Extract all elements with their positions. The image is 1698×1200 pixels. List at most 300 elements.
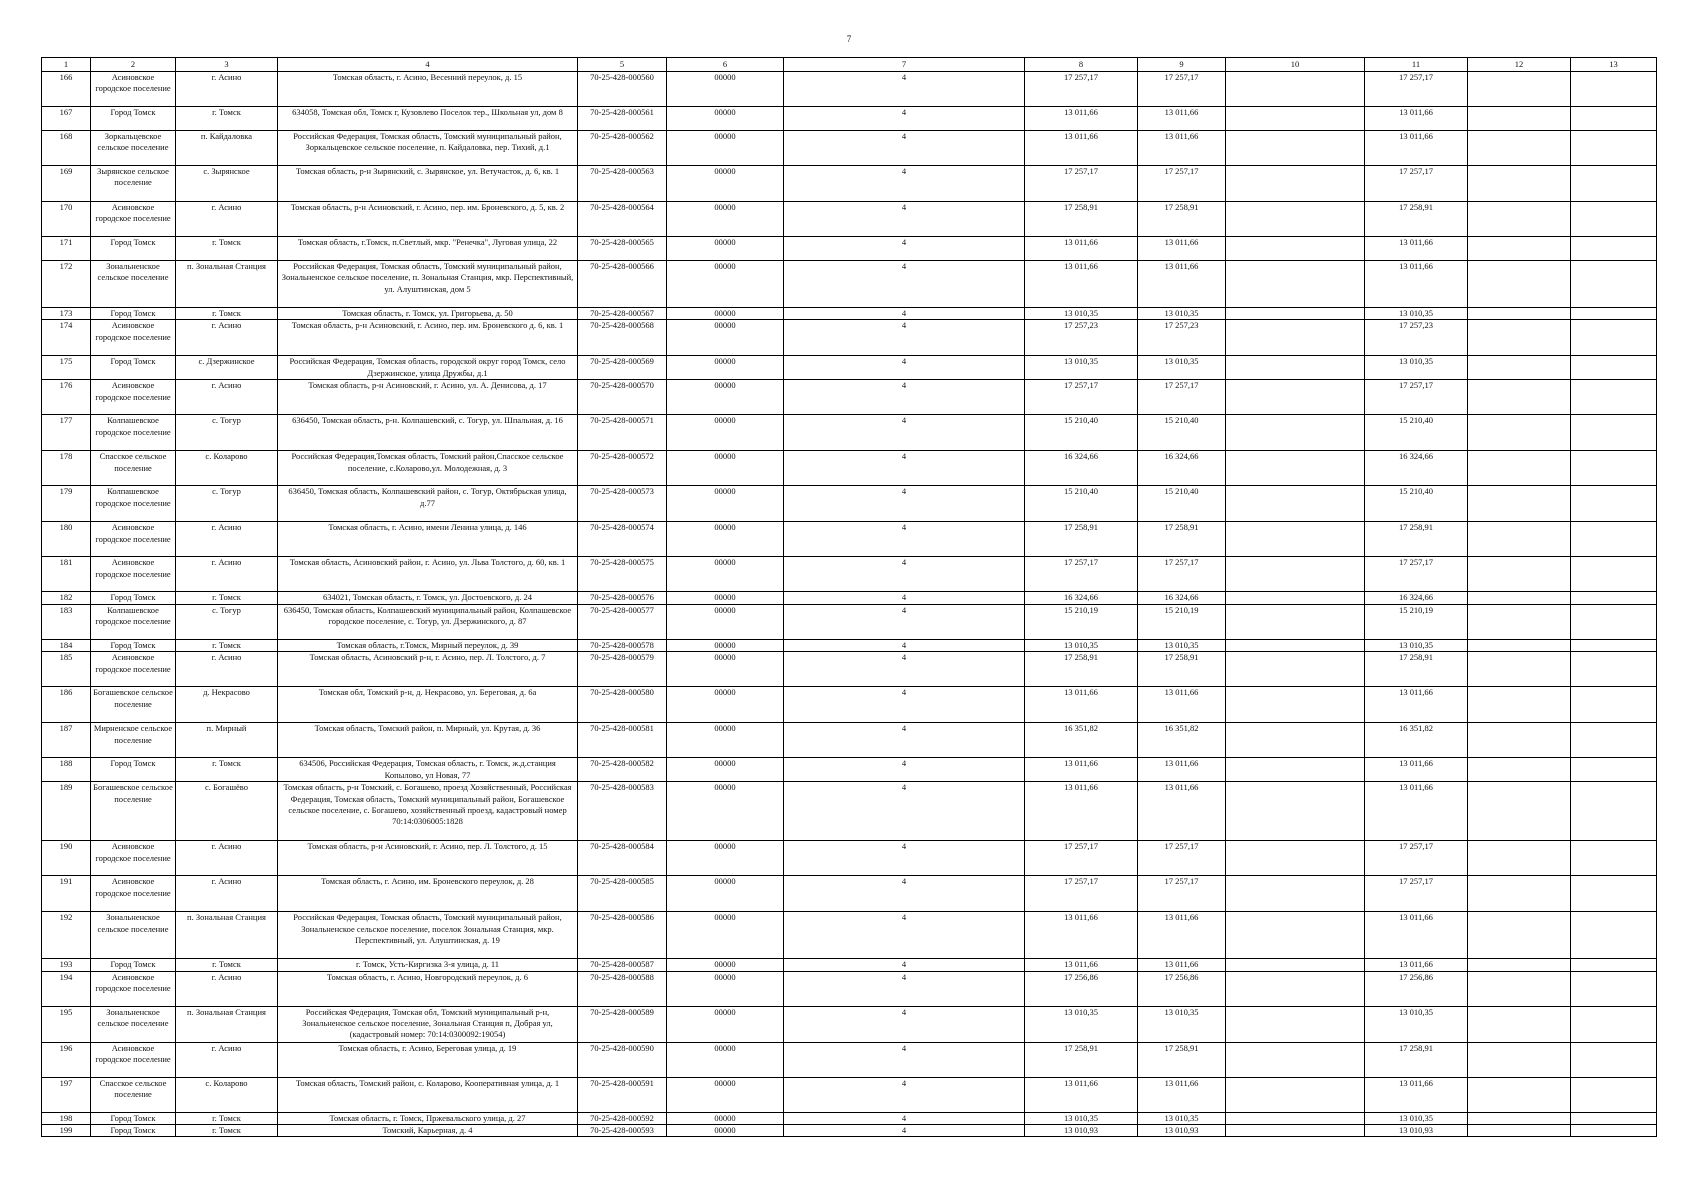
address-cell: Томская область, р-н Асиновский, г. Асино, пер. им. Броневского, д. 5, кв. 2 (278, 202, 578, 237)
col10-cell (1226, 202, 1365, 237)
col11-amount-cell: 13 011,66 (1365, 237, 1468, 261)
col13-cell (1571, 652, 1657, 687)
table-row (42, 687, 1657, 723)
locality-cell: п. Мирный (176, 723, 278, 758)
col11-amount-cell: 17 258,91 (1365, 522, 1468, 557)
row-number: 196 (42, 1042, 91, 1077)
col11-amount-cell: 15 210,19 (1365, 604, 1468, 639)
code-cell: 70-25-428-000579 (578, 652, 667, 687)
col10-cell (1226, 1125, 1365, 1137)
col6-cell: 00000 (667, 687, 784, 723)
col9-amount-cell: 15 210,19 (1138, 604, 1226, 639)
col6-cell: 00000 (667, 237, 784, 261)
col7-cell: 4 (784, 131, 1025, 166)
col11-amount-cell: 15 210,40 (1365, 415, 1468, 451)
col11-amount-cell: 17 256,86 (1365, 971, 1468, 1006)
col6-cell: 00000 (667, 380, 784, 415)
column-header-12: 12 (1468, 58, 1571, 72)
table-row (42, 261, 1657, 308)
locality-cell: г. Томск (176, 308, 278, 320)
col8-amount-cell: 13 010,35 (1025, 639, 1138, 651)
col10-cell (1226, 308, 1365, 320)
col6-cell: 00000 (667, 1112, 784, 1124)
code-cell: 70-25-428-000565 (578, 237, 667, 261)
col8-amount-cell: 15 210,40 (1025, 486, 1138, 522)
col12-cell (1468, 380, 1571, 415)
code-cell: 70-25-428-000593 (578, 1125, 667, 1137)
code-cell: 70-25-428-000588 (578, 971, 667, 1006)
address-cell: Томская область, р-н Зырянский, с. Зырянское, ул. Ветучасток, д. 6, кв. 1 (278, 166, 578, 202)
col11-amount-cell: 13 011,66 (1365, 261, 1468, 308)
col9-amount-cell: 17 257,17 (1138, 876, 1226, 912)
col11-amount-cell: 17 257,17 (1365, 72, 1468, 107)
col10-cell (1226, 604, 1365, 639)
row-number: 187 (42, 723, 91, 758)
col13-cell (1571, 1112, 1657, 1124)
row-number: 181 (42, 557, 91, 592)
row-number: 170 (42, 202, 91, 237)
col11-amount-cell: 17 258,91 (1365, 202, 1468, 237)
col13-cell (1571, 486, 1657, 522)
col13-cell (1571, 72, 1657, 107)
table-row (42, 320, 1657, 356)
col7-cell: 4 (784, 971, 1025, 1006)
address-cell: 634506, Российская Федерация, Томская область, г. Томск, ж.д.станция Копылово, ул Новая, 77 (278, 758, 578, 782)
settlement-cell: Богашевское сельское поселение (91, 687, 176, 723)
col13-cell (1571, 451, 1657, 486)
col8-amount-cell: 16 351,82 (1025, 723, 1138, 758)
col7-cell: 4 (784, 841, 1025, 876)
col9-amount-cell: 17 256,86 (1138, 971, 1226, 1006)
col8-amount-cell: 17 256,86 (1025, 971, 1138, 1006)
col11-amount-cell: 13 011,66 (1365, 107, 1468, 131)
settlement-cell: Колпашевское городское поселение (91, 486, 176, 522)
table-row (42, 758, 1657, 782)
col6-cell: 00000 (667, 652, 784, 687)
col10-cell (1226, 1112, 1365, 1124)
table-row (42, 959, 1657, 971)
col9-amount-cell: 17 257,17 (1138, 841, 1226, 876)
col10-cell (1226, 959, 1365, 971)
col7-cell: 4 (784, 782, 1025, 841)
table-row (42, 912, 1657, 959)
table-row (42, 1112, 1657, 1124)
code-cell: 70-25-428-000571 (578, 415, 667, 451)
col12-cell (1468, 486, 1571, 522)
col6-cell: 00000 (667, 604, 784, 639)
address-cell: Томская область, р-н Асиновский, г. Асино, пер. им. Броневского д. 6, кв. 1 (278, 320, 578, 356)
locality-cell: п. Кайдаловка (176, 131, 278, 166)
col7-cell: 4 (784, 876, 1025, 912)
col10-cell (1226, 72, 1365, 107)
col6-cell: 00000 (667, 415, 784, 451)
col8-amount-cell: 13 011,66 (1025, 131, 1138, 166)
col12-cell (1468, 723, 1571, 758)
table-row (42, 1006, 1657, 1042)
settlement-cell: Колпашевское городское поселение (91, 604, 176, 639)
code-cell: 70-25-428-000583 (578, 782, 667, 841)
row-number: 199 (42, 1125, 91, 1137)
col9-amount-cell: 17 257,17 (1138, 72, 1226, 107)
col6-cell: 00000 (667, 522, 784, 557)
settlement-cell: Спасское сельское поселение (91, 451, 176, 486)
locality-cell: г. Томск (176, 959, 278, 971)
address-cell: Томская область, г. Томск, Пржевальского улица, д. 27 (278, 1112, 578, 1124)
settlement-cell: Зональненское сельское поселение (91, 261, 176, 308)
settlement-cell: Асиновское городское поселение (91, 320, 176, 356)
locality-cell: с. Тогур (176, 604, 278, 639)
col7-cell: 4 (784, 380, 1025, 415)
column-header-5: 5 (578, 58, 667, 72)
code-cell: 70-25-428-000570 (578, 380, 667, 415)
settlement-cell: Асиновское городское поселение (91, 1042, 176, 1077)
col10-cell (1226, 841, 1365, 876)
col12-cell (1468, 261, 1571, 308)
col12-cell (1468, 592, 1571, 604)
col9-amount-cell: 13 010,35 (1138, 356, 1226, 380)
col9-amount-cell: 16 351,82 (1138, 723, 1226, 758)
col9-amount-cell: 17 257,17 (1138, 380, 1226, 415)
col8-amount-cell: 13 011,66 (1025, 107, 1138, 131)
locality-cell: с. Богашёво (176, 782, 278, 841)
code-cell: 70-25-428-000578 (578, 639, 667, 651)
col12-cell (1468, 1042, 1571, 1077)
code-cell: 70-25-428-000562 (578, 131, 667, 166)
col7-cell: 4 (784, 107, 1025, 131)
col10-cell (1226, 639, 1365, 651)
code-cell: 70-25-428-000569 (578, 356, 667, 380)
col11-amount-cell: 17 258,91 (1365, 1042, 1468, 1077)
col6-cell: 00000 (667, 959, 784, 971)
col7-cell: 4 (784, 1112, 1025, 1124)
row-number: 177 (42, 415, 91, 451)
code-cell: 70-25-428-000574 (578, 522, 667, 557)
locality-cell: с. Коларово (176, 1077, 278, 1112)
col9-amount-cell: 17 258,91 (1138, 202, 1226, 237)
col10-cell (1226, 971, 1365, 1006)
column-header-3: 3 (176, 58, 278, 72)
col7-cell: 4 (784, 320, 1025, 356)
col13-cell (1571, 912, 1657, 959)
col11-amount-cell: 17 257,17 (1365, 876, 1468, 912)
col8-amount-cell: 13 010,35 (1025, 1006, 1138, 1042)
settlement-cell: Город Томск (91, 1112, 176, 1124)
col8-amount-cell: 13 011,66 (1025, 959, 1138, 971)
col8-amount-cell: 13 010,35 (1025, 356, 1138, 380)
col9-amount-cell: 17 258,91 (1138, 522, 1226, 557)
col10-cell (1226, 723, 1365, 758)
table-row (42, 876, 1657, 912)
col9-amount-cell: 16 324,66 (1138, 592, 1226, 604)
settlement-cell: Город Томск (91, 237, 176, 261)
col13-cell (1571, 758, 1657, 782)
column-header-4: 4 (278, 58, 578, 72)
row-number: 191 (42, 876, 91, 912)
row-number: 171 (42, 237, 91, 261)
code-cell: 70-25-428-000590 (578, 1042, 667, 1077)
col13-cell (1571, 876, 1657, 912)
col9-amount-cell: 13 011,66 (1138, 782, 1226, 841)
col12-cell (1468, 876, 1571, 912)
address-cell: Томская область, Асиновский р-н, г. Асино, пер. Л. Толстого, д. 7 (278, 652, 578, 687)
col12-cell (1468, 652, 1571, 687)
locality-cell: г. Томск (176, 758, 278, 782)
settlement-cell: Город Томск (91, 758, 176, 782)
col9-amount-cell: 17 258,91 (1138, 652, 1226, 687)
col9-amount-cell: 13 011,66 (1138, 687, 1226, 723)
settlement-cell: Асиновское городское поселение (91, 652, 176, 687)
col6-cell: 00000 (667, 1125, 784, 1137)
col9-amount-cell: 13 011,66 (1138, 912, 1226, 959)
col9-amount-cell: 17 257,17 (1138, 557, 1226, 592)
col6-cell: 00000 (667, 639, 784, 651)
col13-cell (1571, 356, 1657, 380)
col8-amount-cell: 17 257,17 (1025, 380, 1138, 415)
row-number: 188 (42, 758, 91, 782)
row-number: 169 (42, 166, 91, 202)
col6-cell: 00000 (667, 876, 784, 912)
table-row (42, 723, 1657, 758)
col7-cell: 4 (784, 415, 1025, 451)
col7-cell: 4 (784, 202, 1025, 237)
col9-amount-cell: 13 010,35 (1138, 1112, 1226, 1124)
address-cell: 634021, Томская область, г. Томск, ул. Достоевского, д. 24 (278, 592, 578, 604)
column-header-11: 11 (1365, 58, 1468, 72)
col9-amount-cell: 16 324,66 (1138, 451, 1226, 486)
col11-amount-cell: 13 011,66 (1365, 1077, 1468, 1112)
col10-cell (1226, 380, 1365, 415)
table-row (42, 782, 1657, 841)
code-cell: 70-25-428-000577 (578, 604, 667, 639)
col9-amount-cell: 13 011,66 (1138, 758, 1226, 782)
col9-amount-cell: 13 011,66 (1138, 1077, 1226, 1112)
col13-cell (1571, 320, 1657, 356)
col12-cell (1468, 72, 1571, 107)
table-row (42, 557, 1657, 592)
settlement-cell: Мирненское сельское поселение (91, 723, 176, 758)
col8-amount-cell: 16 324,66 (1025, 592, 1138, 604)
col11-amount-cell: 13 011,66 (1365, 959, 1468, 971)
col7-cell: 4 (784, 592, 1025, 604)
col6-cell: 00000 (667, 971, 784, 1006)
col7-cell: 4 (784, 758, 1025, 782)
row-number: 173 (42, 308, 91, 320)
col12-cell (1468, 604, 1571, 639)
code-cell: 70-25-428-000589 (578, 1006, 667, 1042)
col10-cell (1226, 107, 1365, 131)
col12-cell (1468, 971, 1571, 1006)
col7-cell: 4 (784, 522, 1025, 557)
column-header-1: 1 (42, 58, 91, 72)
col10-cell (1226, 237, 1365, 261)
col7-cell: 4 (784, 1125, 1025, 1137)
col7-cell: 4 (784, 1006, 1025, 1042)
col12-cell (1468, 1125, 1571, 1137)
address-cell: г. Томск, Усть-Киргизка 3-я улица, д. 11 (278, 959, 578, 971)
col12-cell (1468, 356, 1571, 380)
col9-amount-cell: 13 011,66 (1138, 131, 1226, 166)
col6-cell: 00000 (667, 758, 784, 782)
col8-amount-cell: 17 258,91 (1025, 522, 1138, 557)
code-cell: 70-25-428-000581 (578, 723, 667, 758)
col10-cell (1226, 451, 1365, 486)
col7-cell: 4 (784, 261, 1025, 308)
table-row (42, 592, 1657, 604)
settlement-cell: Асиновское городское поселение (91, 522, 176, 557)
col11-amount-cell: 13 011,66 (1365, 912, 1468, 959)
col10-cell (1226, 1077, 1365, 1112)
table-row (42, 1042, 1657, 1077)
table-row (42, 107, 1657, 131)
col11-amount-cell: 13 010,35 (1365, 639, 1468, 651)
col8-amount-cell: 17 258,91 (1025, 652, 1138, 687)
col6-cell: 00000 (667, 557, 784, 592)
col10-cell (1226, 166, 1365, 202)
col11-amount-cell: 17 257,17 (1365, 380, 1468, 415)
address-cell: Томская область, г.Томск, Мирный переулок, д. 39 (278, 639, 578, 651)
col9-amount-cell: 13 011,66 (1138, 261, 1226, 308)
locality-cell: г. Асино (176, 320, 278, 356)
locality-cell: г. Асино (176, 557, 278, 592)
col7-cell: 4 (784, 356, 1025, 380)
col7-cell: 4 (784, 308, 1025, 320)
registry-table (41, 57, 1657, 1137)
col9-amount-cell: 13 011,66 (1138, 959, 1226, 971)
address-cell: Российская Федерация,Томская область, Томский район,Спасское сельское поселение, с.Коларово,ул. Молодежная, д. 3 (278, 451, 578, 486)
col13-cell (1571, 723, 1657, 758)
col8-amount-cell: 17 257,17 (1025, 72, 1138, 107)
col13-cell (1571, 522, 1657, 557)
col9-amount-cell: 15 210,40 (1138, 415, 1226, 451)
page-number: 7 (846, 34, 852, 44)
locality-cell: г. Асино (176, 72, 278, 107)
col6-cell: 00000 (667, 107, 784, 131)
col13-cell (1571, 604, 1657, 639)
column-header-10: 10 (1226, 58, 1365, 72)
table-row (42, 1077, 1657, 1112)
locality-cell: д. Некрасово (176, 687, 278, 723)
col11-amount-cell: 13 010,35 (1365, 308, 1468, 320)
table-row (42, 604, 1657, 639)
col12-cell (1468, 522, 1571, 557)
col9-amount-cell: 13 010,35 (1138, 639, 1226, 651)
col11-amount-cell: 13 011,66 (1365, 687, 1468, 723)
locality-cell: г. Томск (176, 639, 278, 651)
code-cell: 70-25-428-000561 (578, 107, 667, 131)
col8-amount-cell: 13 011,66 (1025, 758, 1138, 782)
col6-cell: 00000 (667, 912, 784, 959)
table-row (42, 971, 1657, 1006)
code-cell: 70-25-428-000568 (578, 320, 667, 356)
col10-cell (1226, 912, 1365, 959)
settlement-cell: Город Томск (91, 959, 176, 971)
col13-cell (1571, 107, 1657, 131)
locality-cell: п. Зональная Станция (176, 912, 278, 959)
column-header-8: 8 (1025, 58, 1138, 72)
table-row (42, 1125, 1657, 1137)
column-header-7: 7 (784, 58, 1025, 72)
col11-amount-cell: 16 324,66 (1365, 592, 1468, 604)
col10-cell (1226, 415, 1365, 451)
col6-cell: 00000 (667, 356, 784, 380)
code-cell: 70-25-428-000564 (578, 202, 667, 237)
table-row (42, 356, 1657, 380)
col13-cell (1571, 1125, 1657, 1137)
col6-cell: 00000 (667, 72, 784, 107)
col8-amount-cell: 13 011,66 (1025, 261, 1138, 308)
address-cell: Томская область, р-н Асиновский, г. Асино, ул. А. Денисова, д. 17 (278, 380, 578, 415)
address-cell: Томская область, р-н Асиновский, г. Асино, пер. Л. Толстого, д. 15 (278, 841, 578, 876)
row-number: 198 (42, 1112, 91, 1124)
col8-amount-cell: 13 010,35 (1025, 308, 1138, 320)
code-cell: 70-25-428-000575 (578, 557, 667, 592)
col7-cell: 4 (784, 652, 1025, 687)
col7-cell: 4 (784, 166, 1025, 202)
col13-cell (1571, 237, 1657, 261)
locality-cell: г. Томск (176, 107, 278, 131)
col10-cell (1226, 522, 1365, 557)
address-cell: Томская область, г. Асино, Береговая улица, д. 19 (278, 1042, 578, 1077)
row-number: 168 (42, 131, 91, 166)
row-number: 192 (42, 912, 91, 959)
col12-cell (1468, 758, 1571, 782)
address-cell: Томская область, Томский район, п. Мирный, ул. Крутая, д. 36 (278, 723, 578, 758)
col10-cell (1226, 1042, 1365, 1077)
code-cell: 70-25-428-000584 (578, 841, 667, 876)
col6-cell: 00000 (667, 1042, 784, 1077)
col7-cell: 4 (784, 557, 1025, 592)
address-cell: Томская область, г. Асино, Новгородский переулок, д. 6 (278, 971, 578, 1006)
col7-cell: 4 (784, 486, 1025, 522)
settlement-cell: Город Томск (91, 356, 176, 380)
settlement-cell: Асиновское городское поселение (91, 380, 176, 415)
col13-cell (1571, 687, 1657, 723)
locality-cell: г. Асино (176, 380, 278, 415)
col9-amount-cell: 13 010,93 (1138, 1125, 1226, 1137)
col12-cell (1468, 166, 1571, 202)
row-number: 190 (42, 841, 91, 876)
col7-cell: 4 (784, 72, 1025, 107)
col11-amount-cell: 13 010,35 (1365, 356, 1468, 380)
column-header-6: 6 (667, 58, 784, 72)
col13-cell (1571, 557, 1657, 592)
col10-cell (1226, 356, 1365, 380)
col6-cell: 00000 (667, 592, 784, 604)
col13-cell (1571, 841, 1657, 876)
table-row (42, 486, 1657, 522)
address-cell: Российская Федерация, Томская область, Томский муниципальный район, Зоркальцевское сельское поселение, п. Кайдаловка, пер. Тихий, д.1 (278, 131, 578, 166)
table-row (42, 415, 1657, 451)
col12-cell (1468, 687, 1571, 723)
col10-cell (1226, 131, 1365, 166)
address-cell: Томская область, г. Асино, им. Броневского переулок, д. 28 (278, 876, 578, 912)
col13-cell (1571, 1042, 1657, 1077)
col12-cell (1468, 1077, 1571, 1112)
settlement-cell: Асиновское городское поселение (91, 72, 176, 107)
locality-cell: г. Томск (176, 1112, 278, 1124)
row-number: 175 (42, 356, 91, 380)
address-cell: Томская область, г. Асино, Весенний переулок, д. 15 (278, 72, 578, 107)
code-cell: 70-25-428-000592 (578, 1112, 667, 1124)
settlement-cell: Асиновское городское поселение (91, 841, 176, 876)
col12-cell (1468, 320, 1571, 356)
row-number: 178 (42, 451, 91, 486)
col7-cell: 4 (784, 639, 1025, 651)
col13-cell (1571, 308, 1657, 320)
settlement-cell: Асиновское городское поселение (91, 876, 176, 912)
locality-cell: г. Асино (176, 522, 278, 557)
settlement-cell: Город Томск (91, 308, 176, 320)
